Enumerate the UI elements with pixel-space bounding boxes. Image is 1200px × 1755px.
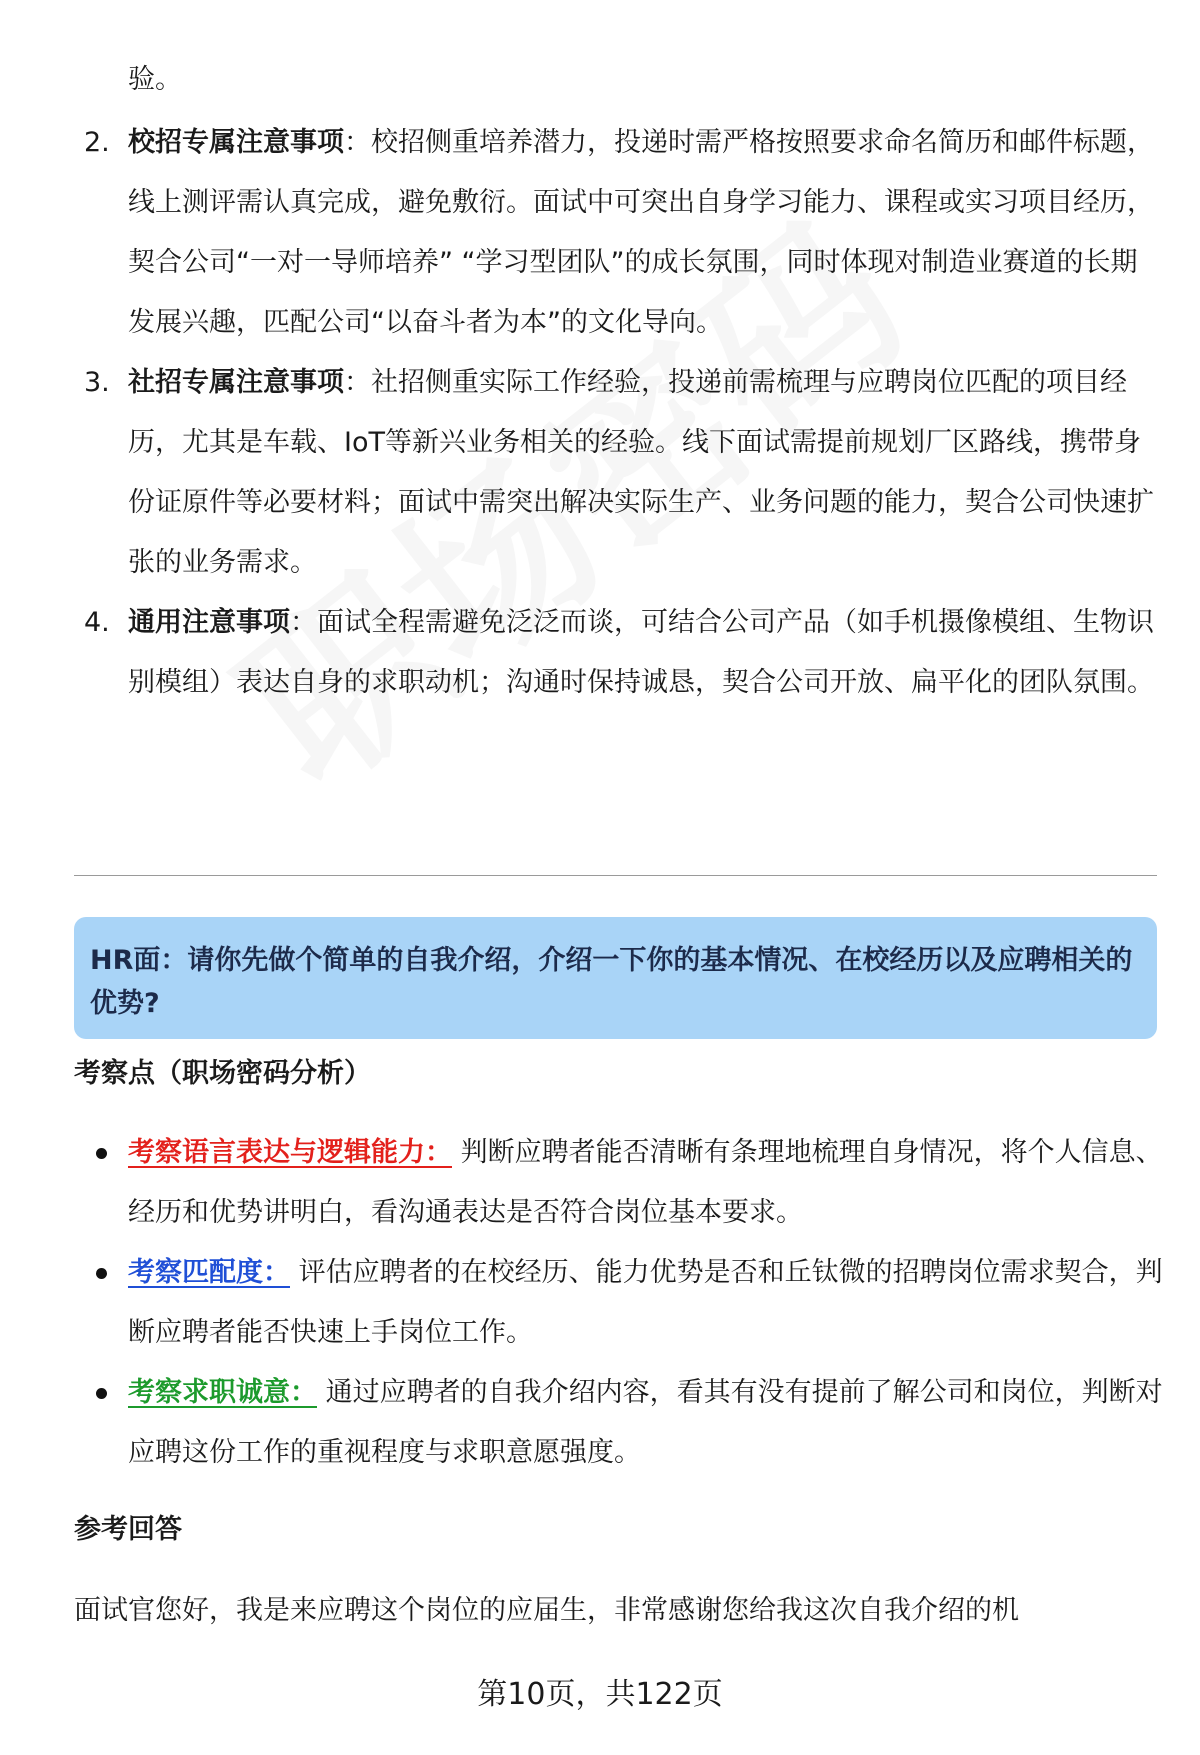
focus-keyword: 考察语言表达与逻辑能力： [128,1137,452,1168]
note-item [74,113,1164,353]
note-text: ：社招侧重实际工作经验，投递前需梳理与应聘岗位匹配的项目经历，尤其是车载、IoT等新兴业务相关的经验。线下面试需提前规划厂区路线，携带身份证原件等必要材料；面试中需突出解决实际生产、业务问题的能力，契合公司快速扩张的业务需求。 [128,367,1154,578]
focus-point [96,1363,1166,1483]
question-box: HR面：请你先做个简单的自我介绍，介绍一下你的基本情况、在校经历以及应聘相关的优势? [74,917,1157,1039]
answer-text: 面试官您好，我是来应聘这个岗位的应届生，非常感谢您给我这次自我介绍的机 [74,1595,1019,1626]
focus-point [96,1123,1166,1243]
focus-point [96,1243,1166,1363]
section-divider [74,875,1157,876]
note-title: 校招专属注意事项 [128,127,344,158]
focus-text: 通过应聘者的自我介绍内容，看其有没有提前了解公司和岗位，判断对应聘这份工作的重视程度与求职意愿强度。 [128,1377,1163,1468]
focus-heading: 考察点（职场密码分析） [74,1058,371,1089]
note-text: ：面试全程需避免泛泛而谈，可结合公司产品（如手机摄像模组、生物识别模组）表达自身的求职动机；沟通时保持诚恳，契合公司开放、扁平化的团队氛围。 [128,607,1154,698]
focus-keyword: 考察求职诚意： [128,1377,317,1408]
focus-keyword: 考察匹配度： [128,1257,290,1288]
focus-points-list [96,1123,1166,1483]
note-title: 通用注意事项 [128,607,290,638]
continued-text: 验。 [128,64,182,95]
bullet-dot-icon [96,1268,107,1279]
page-footer: 第10页，共122页 [477,1677,723,1712]
focus-text: 评估应聘者的在校经历、能力优势是否和丘钛微的招聘岗位需求契合，判断应聘者能否快速上手岗位工作。 [128,1257,1163,1348]
answer-heading: 参考回答 [74,1514,182,1545]
bullet-dot-icon [96,1148,107,1159]
note-number: 4. [84,607,110,638]
note-number: 2. [84,127,110,158]
notes-list [74,113,1164,713]
note-item [74,353,1164,593]
bullet-dot-icon [96,1388,107,1399]
note-title: 社招专属注意事项 [128,367,344,398]
focus-text: 判断应聘者能否清晰有条理地梳理自身情况，将个人信息、经历和优势讲明白，看沟通表达是否符合岗位基本要求。 [128,1137,1163,1228]
note-item [74,593,1164,713]
note-text: ：校招侧重培养潜力，投递时需严格按照要求命名简历和邮件标题，线上测评需认真完成，避免敷衍。面试中可突出自身学习能力、课程或实习项目经历，契合公司“一对一导师培养” “学习型团队”的成长氛围，同时体现对制造业赛道的长期发展兴趣，匹配公司“以奋斗者为本”的文化导向。 [128,127,1154,338]
note-number: 3. [84,367,110,398]
